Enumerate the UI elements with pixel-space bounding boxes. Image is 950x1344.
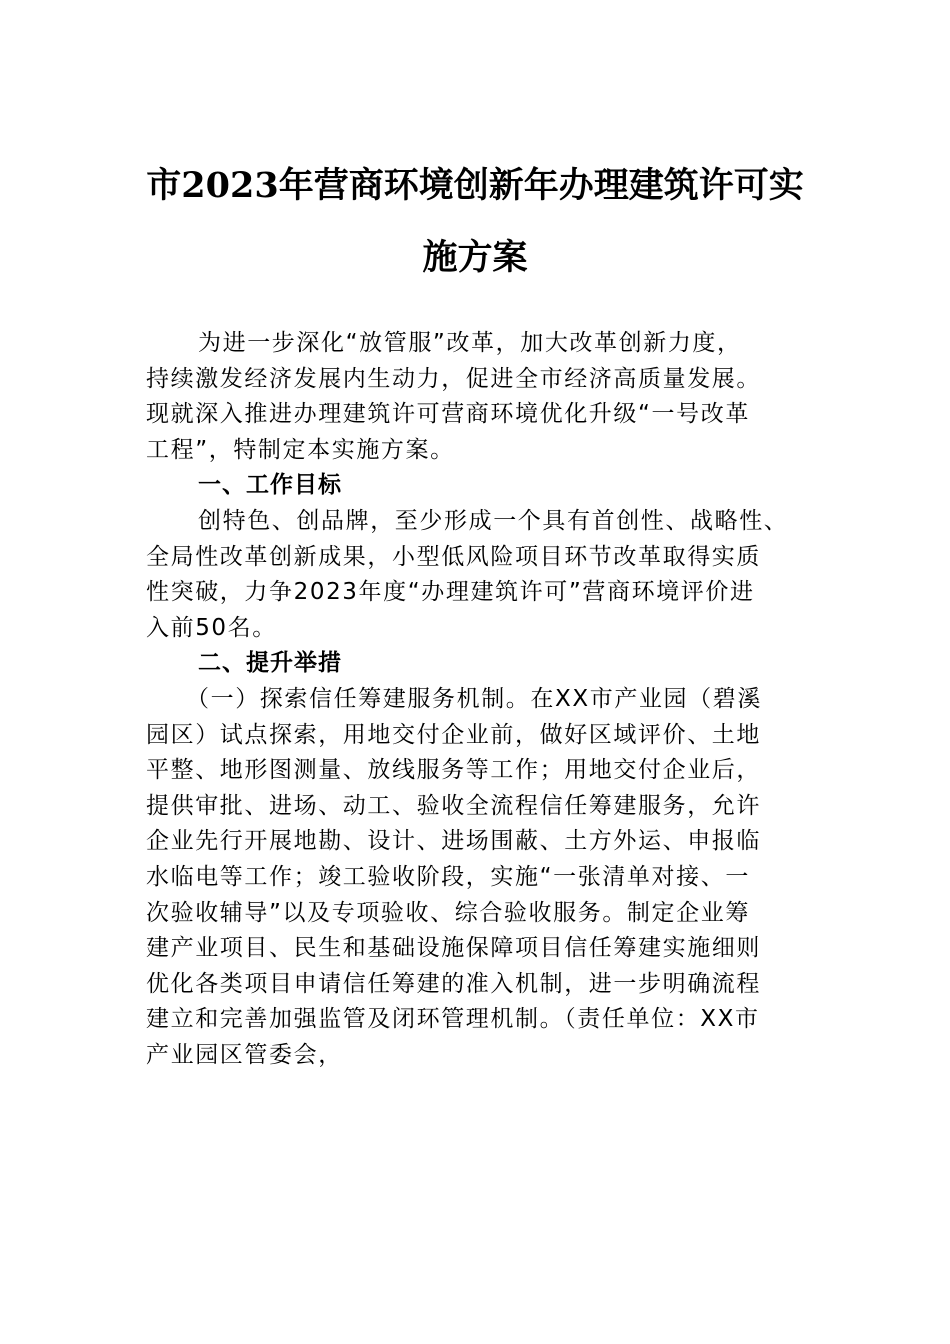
text-line: 为进一步深化“放管服”改革，加大改革创新力度， [198, 330, 742, 356]
text-line: 工程”，特制定本实施方案。 [146, 436, 455, 463]
text-line: 园区）试点探索，用地交付企业前，做好区域评价、土地 [146, 721, 761, 748]
text-line: 创特色、创品牌，至少形成一个具有首创性、战略性、 [198, 507, 789, 534]
text-line: 企业先行开展地勘、设计、进场围蔽、土方外运、申报临 [146, 828, 761, 855]
text-line: 全局性改革创新成果，小型低风险项目环节改革取得实质 [146, 543, 761, 570]
document-body [146, 326, 806, 1073]
text-line: 优化各类项目申请信任筹建的准入机制，进一步明确流程 [146, 970, 761, 997]
intro-paragraph [146, 326, 806, 468]
goals-paragraph [146, 504, 806, 646]
text-line: 建立和完善加强监管及闭环管理机制。（责任单位：XX市 [146, 1006, 760, 1033]
document-title-line-2: 施方案 [422, 237, 528, 278]
text-line: 提供审批、进场、动工、验收全流程信任筹建服务，允许 [146, 792, 761, 819]
text-line: 产业园区管委会， [146, 1041, 343, 1068]
measures-paragraph [146, 682, 806, 1074]
document-title-line-1: 市2023年营商环境创新年办理建筑许可实 [146, 165, 804, 206]
text-line: 性突破，力争2023年度“办理建筑许可”营商环境评价进 [146, 579, 755, 606]
text-line: 平整、地形图测量、放线服务等工作；用地交付企业后， [146, 757, 761, 784]
text-line: 持续激发经济发展内生动力，促进全市经济高质量发展。 [146, 365, 761, 392]
section-heading-measures: 二、提升举措 [198, 650, 342, 677]
section-heading-goals: 一、工作目标 [198, 472, 342, 499]
text-line: 入前50名。 [146, 614, 277, 641]
text-line: 建产业项目、民生和基础设施保障项目信任筹建实施细则 [146, 935, 761, 962]
text-line: 水临电等工作；竣工验收阶段，实施“一张清单对接、一 [146, 863, 750, 890]
text-line: 次验收辅导”以及专项验收、综合验收服务。制定企业筹 [146, 899, 750, 926]
text-line: （一）探索信任筹建服务机制。在XX市产业园（碧溪 [186, 685, 762, 712]
text-line: 现就深入推进办理建筑许可营商环境优化升级“一号改革 [146, 401, 750, 428]
